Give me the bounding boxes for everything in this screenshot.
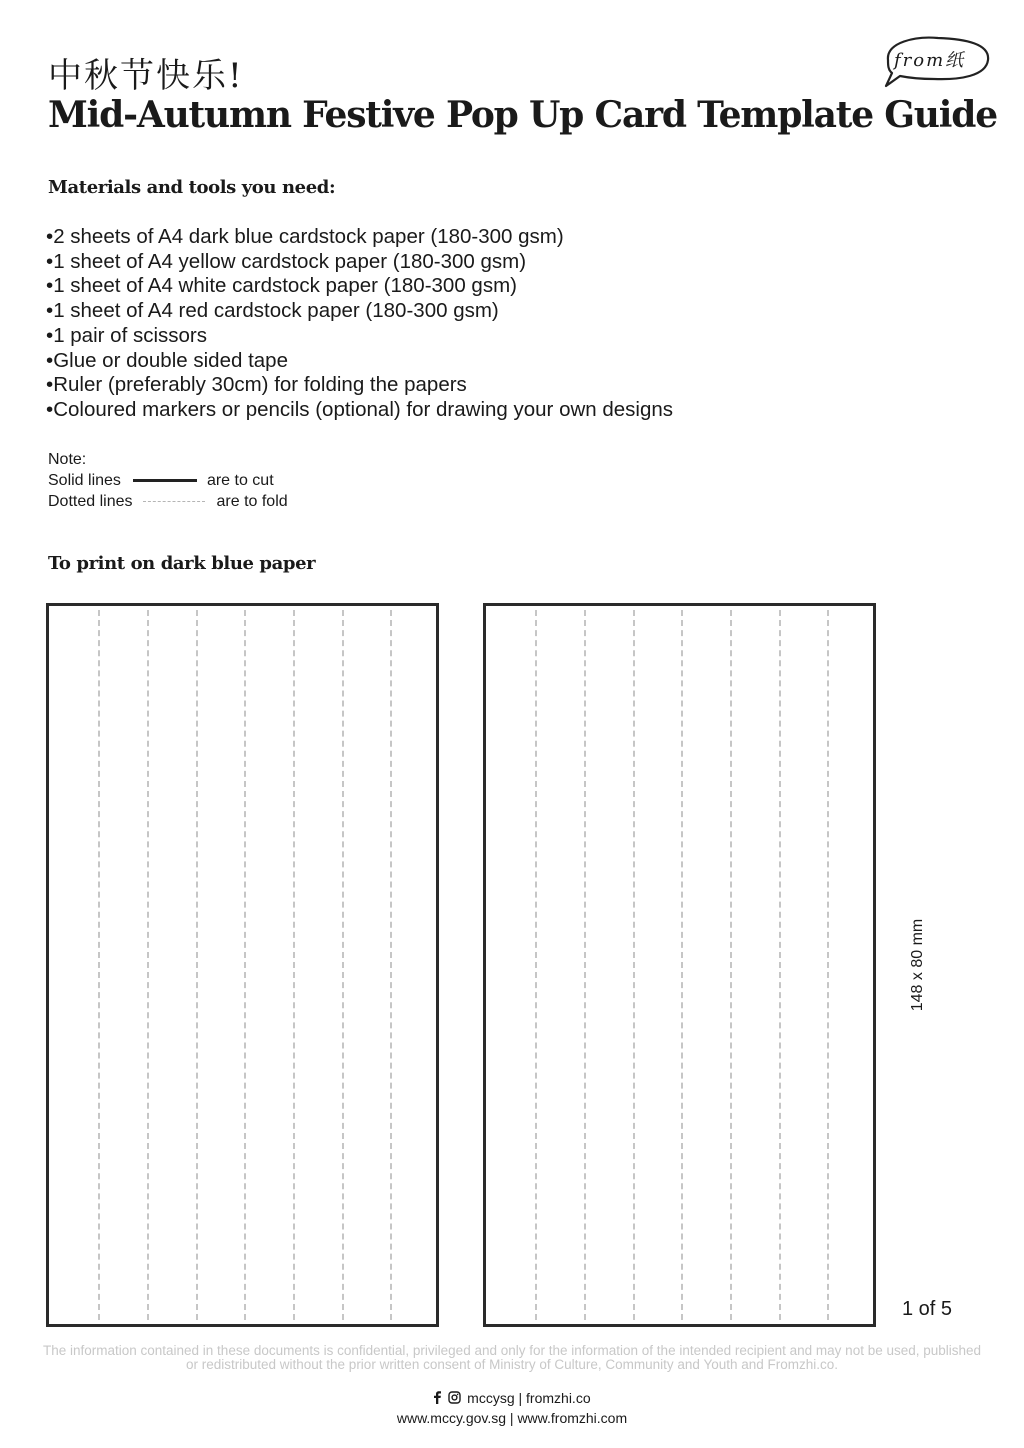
logo-text: from纸 <box>894 50 966 71</box>
note-label: Note: <box>48 451 87 468</box>
chinese-title: 中秋节快乐! <box>48 56 244 96</box>
list-item: • 1 sheet of A4 white cardstock paper (180-300 gsm) <box>46 274 673 299</box>
template-panel-left <box>46 603 439 1327</box>
fold-line <box>681 610 683 1320</box>
line-legend-note <box>48 449 288 512</box>
template-panel-right <box>483 603 876 1327</box>
dimension-label: 148 x 80 mm <box>909 918 926 1012</box>
fold-line <box>730 610 732 1320</box>
list-item: • Ruler (preferably 30cm) for folding the papers <box>46 373 673 398</box>
fold-line <box>293 610 295 1320</box>
fold-line <box>147 610 149 1320</box>
social-handles: mccysg | fromzhi.co <box>467 1390 591 1406</box>
dotted-line-sample <box>143 501 205 502</box>
list-item: • 1 sheet of A4 red cardstock paper (180-300 gsm) <box>46 299 673 324</box>
solid-line-label: Solid lines <box>48 472 121 489</box>
list-item: • 2 sheets of A4 dark blue cardstock paper (180-300 gsm) <box>46 225 673 250</box>
list-item: • 1 pair of scissors <box>46 324 673 349</box>
fold-line <box>584 610 586 1320</box>
facebook-icon[interactable] <box>433 1391 442 1407</box>
fold-line <box>342 610 344 1320</box>
footer-websites: www.mccy.gov.sg | www.fromzhi.com <box>396 1410 628 1426</box>
fold-line <box>98 610 100 1320</box>
fold-line <box>779 610 781 1320</box>
fold-line <box>633 610 635 1320</box>
fold-line <box>196 610 198 1320</box>
fold-line <box>244 610 246 1320</box>
list-item: • Glue or double sided tape <box>46 349 673 374</box>
fold-line <box>390 610 392 1320</box>
footer-social <box>0 1390 1024 1407</box>
materials-heading: Materials and tools you need: <box>48 177 336 198</box>
solid-line-legend <box>48 470 288 491</box>
print-section-heading: To print on dark blue paper <box>48 553 316 574</box>
page-title: Mid-Autumn Festive Pop Up Card Template Guide <box>48 94 997 136</box>
page-indicator: 1 of 5 <box>902 1298 953 1320</box>
list-item: • Coloured markers or pencils (optional) for drawing your own designs <box>46 398 673 423</box>
dotted-line-legend <box>48 491 288 512</box>
materials-list <box>46 225 673 423</box>
fold-line <box>827 610 829 1320</box>
fold-line <box>535 610 537 1320</box>
disclaimer-text: The information contained in these documents is confidential, privileged and only for the information of the intended recipient and may not be used, published or redistributed without the prior written consent of Ministry of Culture, Community and Youth and Fromzhi.co. <box>42 1343 982 1372</box>
solid-line-meaning: are to cut <box>206 472 274 489</box>
fromzhi-logo <box>876 30 994 94</box>
list-item: • 1 sheet of A4 yellow cardstock paper (180-300 gsm) <box>46 250 673 275</box>
dotted-line-label: Dotted lines <box>48 493 133 510</box>
instagram-icon[interactable] <box>448 1391 461 1407</box>
dotted-line-meaning: are to fold <box>216 493 288 510</box>
solid-line-sample <box>133 479 197 482</box>
